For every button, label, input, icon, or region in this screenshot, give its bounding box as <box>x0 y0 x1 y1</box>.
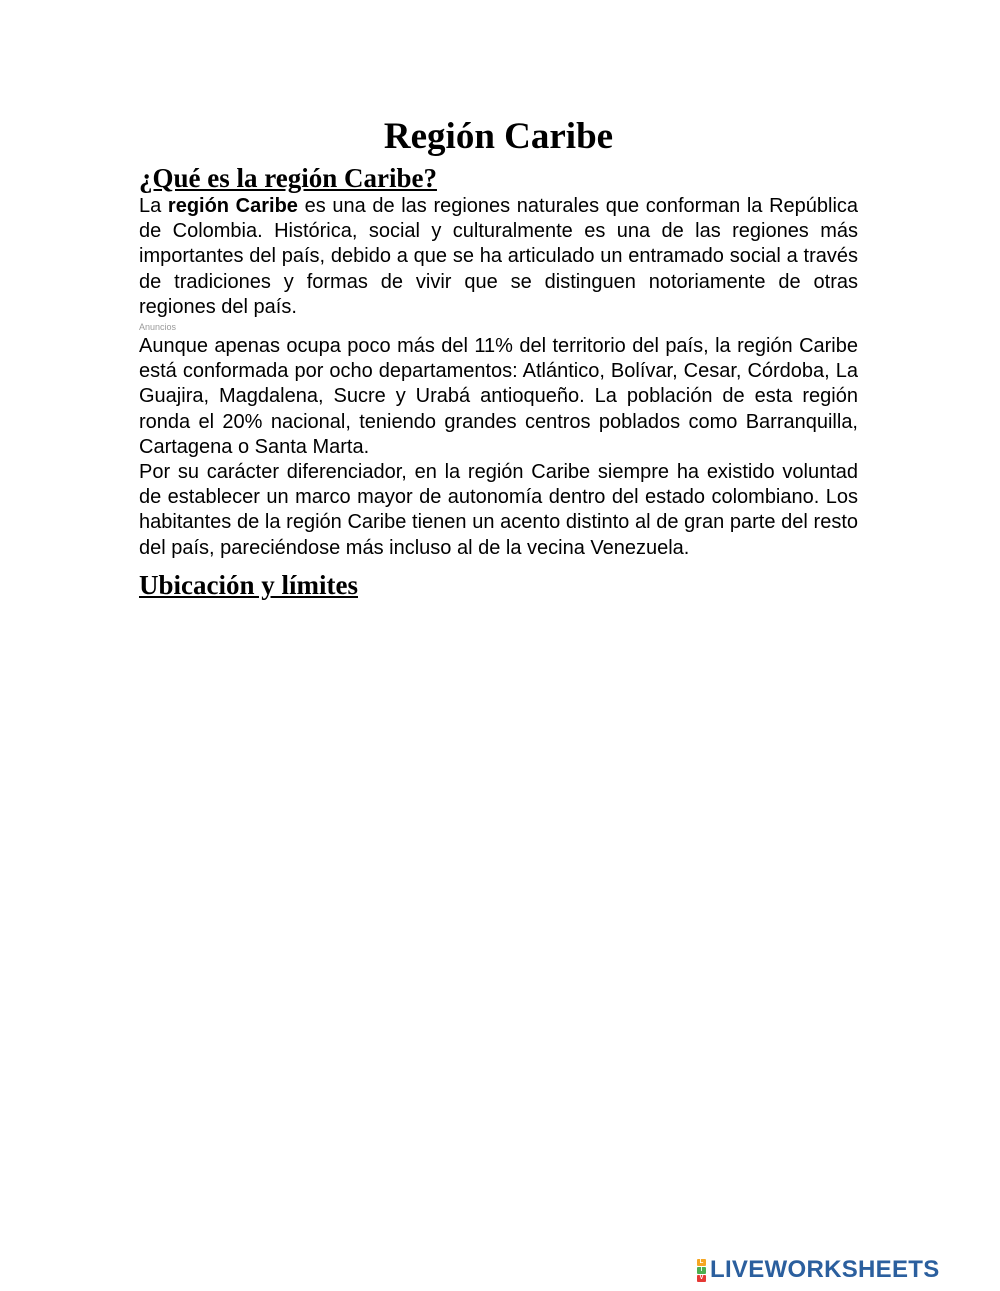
liveworksheets-logo <box>697 1257 940 1283</box>
logo-mark-i: I <box>697 1267 706 1274</box>
logo-mark-v: V <box>697 1275 706 1282</box>
worksheet-page <box>139 112 858 601</box>
logo-mark-l: L <box>697 1259 706 1266</box>
paragraph-intro <box>139 194 858 320</box>
intro-lead: La <box>139 195 162 217</box>
ads-label: Anuncios <box>139 322 177 333</box>
section-heading-location: Ubicación y límites <box>139 569 358 600</box>
logo-mark-icon <box>697 1259 706 1282</box>
paragraph-territory: Aunque apenas ocupa poco más del 11% del territorio del país, la región Caribe está conformada por ocho departamentos: Atlántico, Bolívar, Cesar, Córdoba, La Guajira, Magdalena, Sucre y Urabá antioqueño. La población de esta región ronda el 20% nacional, teniendo grandes centros poblados como Barranquilla, Cartagena o Santa Marta. <box>139 335 858 458</box>
logo-brand-text: LIVEWORKSHEETS <box>710 1256 940 1283</box>
paragraph-autonomy: Por su carácter diferenciador, en la región Caribe siempre ha existido voluntad de establecer un marco mayor de autonomía dentro del estado colombiano. Los habitantes de la región Caribe tienen un acento distinto al de gran parte del resto del país, pareciéndose más incluso al de la vecina Venezuela. <box>139 461 858 559</box>
section-subtitle: ¿Qué es la región Caribe? <box>139 163 437 193</box>
intro-rest: es una de las regiones naturales que conforman la República de Colombia. Histórica, social y culturalmente es una de las regiones más importantes del país, debido a que se ha articulado un entramado social a través de tradiciones y formas de vivir que se distinguen notoriamente de otras regiones del país. <box>139 195 859 318</box>
intro-bold-term: región Caribe <box>167 195 298 217</box>
page-title: Región Caribe <box>383 116 614 157</box>
